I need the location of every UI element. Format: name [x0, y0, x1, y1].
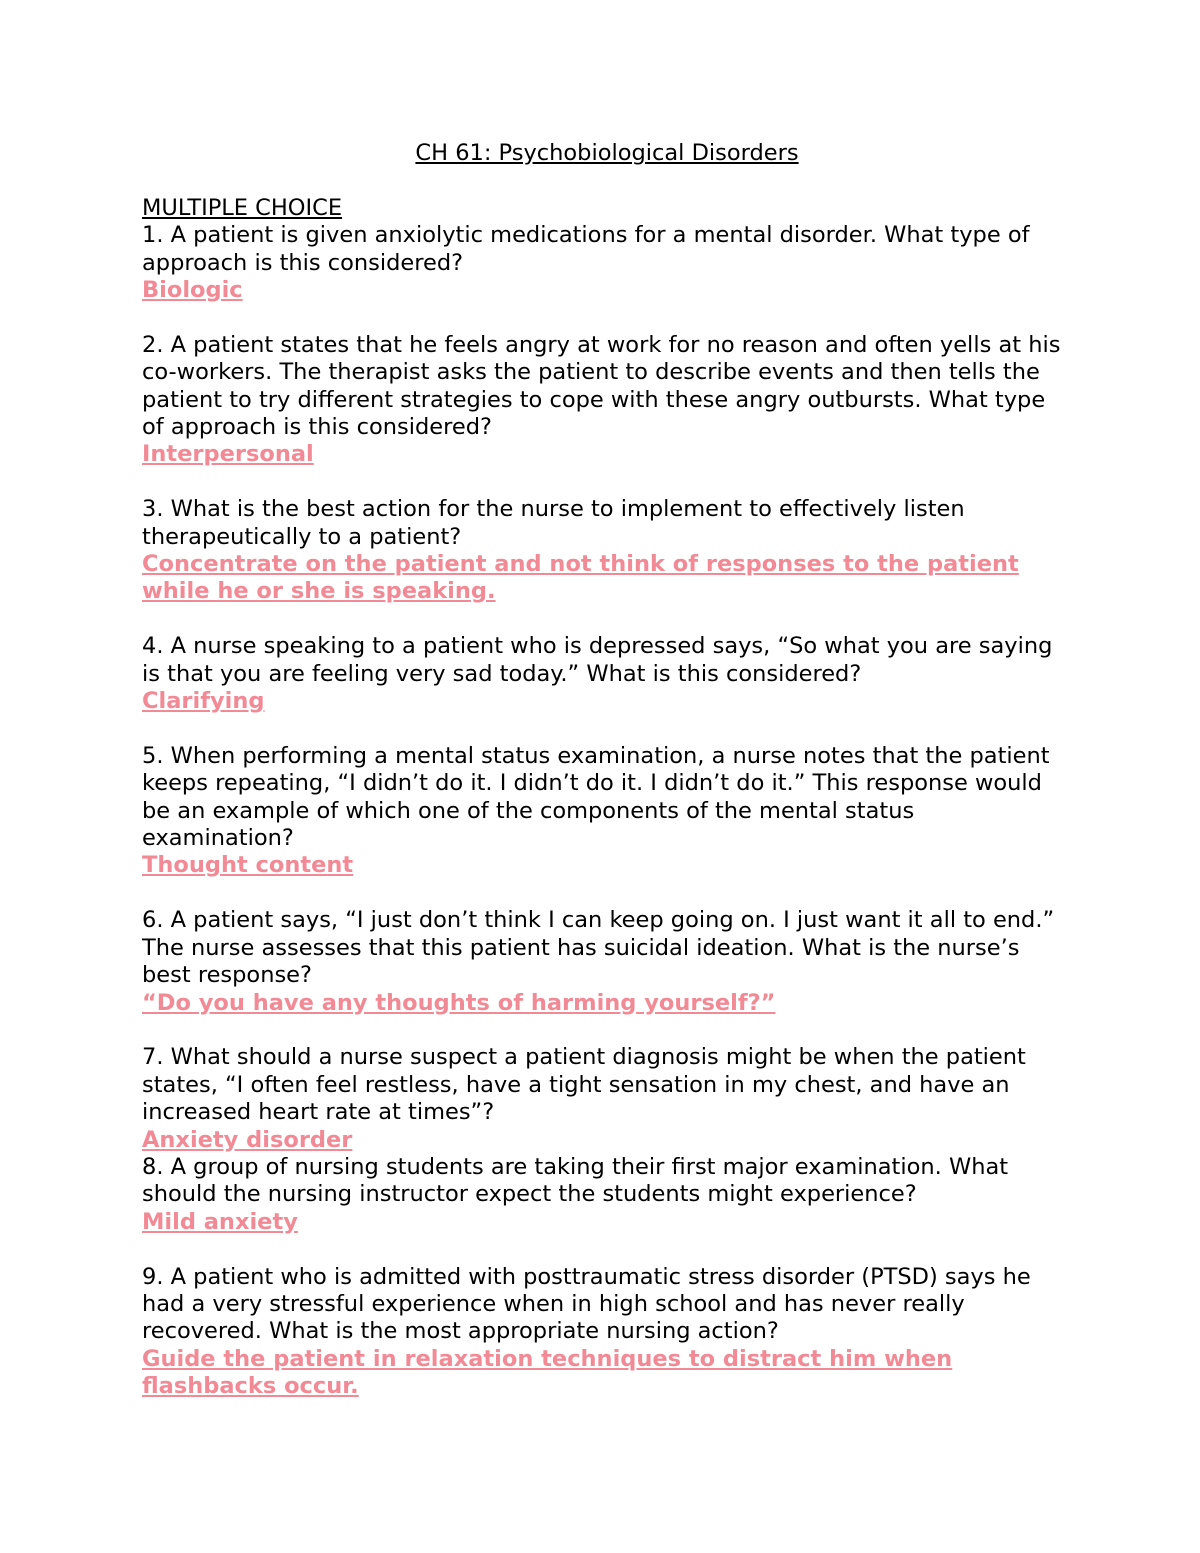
question-text: 6. A patient says, “I just don’t think I can keep going on. I just want it all to end.” The nurse assesses that this patient has suicidal ideation. What is the nurse’s best response? [142, 907, 1055, 989]
answer-text: Interpersonal [142, 441, 314, 468]
question-text: 7. What should a nurse suspect a patient diagnosis might be when the patient states, “I often feel restless, have a tight sensation in my chest, and have an increased heart rate at times”? [142, 1044, 1026, 1126]
answer-text: Guide the patient in relaxation techniques to distract him when flashbacks occur. [142, 1345, 953, 1400]
document-title: CH 61: Psychobiological Disorders [415, 140, 799, 166]
question-text: 9. A patient who is admitted with posttraumatic stress disorder (PTSD) says he had a very stressful experience when in high school and has never really recovered. What is the most appropriate nursing action? [142, 1263, 1031, 1345]
answer-text: Anxiety disorder [142, 1126, 353, 1153]
question-text: 1. A patient is given anxiolytic medications for a mental disorder. What type of approach is this considered? [142, 222, 1030, 276]
question-item-4 [142, 633, 1072, 715]
question-text: 3. What is the best action for the nurse to implement to effectively listen therapeutically to a patient? [142, 496, 965, 550]
answer-text: Mild anxiety [142, 1208, 298, 1235]
question-text: 2. A patient states that he feels angry at work for no reason and often yells at his co-workers. The therapist asks the patient to describe events and then tells the patient to try different strategies to cope with these angry outbursts. What type of approach is this considered? [142, 331, 1061, 441]
answer-text: Biologic [142, 277, 243, 304]
section-label: MULTIPLE CHOICE [142, 194, 343, 221]
question-item-9 [142, 1264, 1072, 1401]
document-page [142, 140, 1072, 1428]
question-text: 5. When performing a mental status examination, a nurse notes that the patient keeps repeating, “I didn’t do it. I didn’t do it. I didn’t do it.” This response would be an example of which one of the components of the mental status examination? [142, 742, 1050, 852]
question-item-5 [142, 743, 1072, 880]
answer-text: “Do you have any thoughts of harming yourself?” [142, 989, 776, 1016]
answer-text: Clarifying [142, 688, 265, 715]
question-text: 8. A group of nursing students are taking their first major examination. What should the nursing instructor expect the students might experience? [142, 1153, 1009, 1208]
question-item-6 [142, 907, 1072, 1017]
question-item-1 [142, 222, 1072, 304]
question-item-8 [142, 1154, 1072, 1236]
question-item-7 [142, 1044, 1072, 1154]
answer-text: Thought content [142, 852, 354, 879]
answer-text: Concentrate on the patient and not think of responses to the patient while he or she is speaking. [142, 551, 1019, 605]
question-text: 4. A nurse speaking to a patient who is depressed says, “So what you are saying is that you are feeling very sad today.” What is this considered? [142, 633, 1053, 687]
question-item-2 [142, 332, 1072, 469]
question-item-3 [142, 496, 1072, 606]
